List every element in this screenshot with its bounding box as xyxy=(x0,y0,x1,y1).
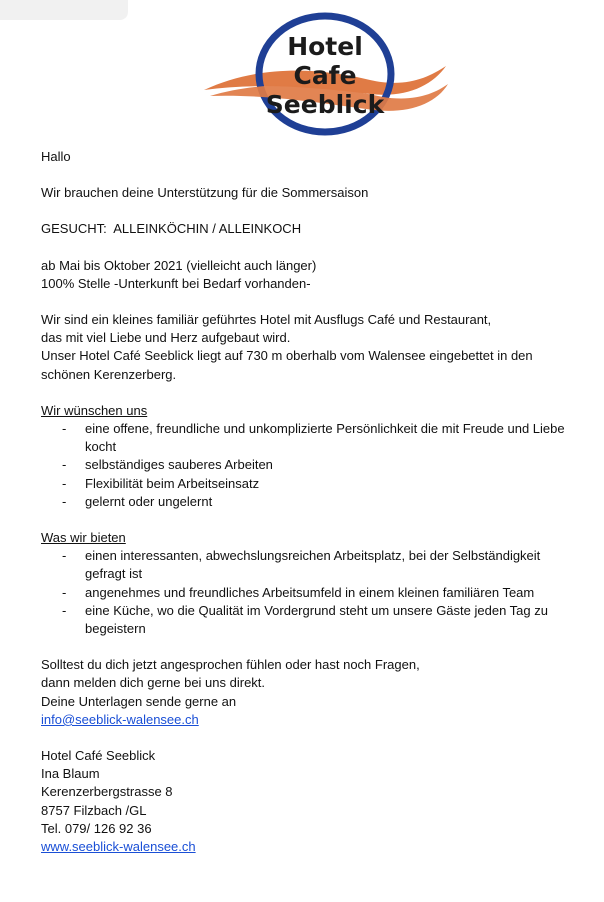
about-line: schönen Kerenzerberg. xyxy=(41,366,177,382)
contact-street: Kerenzerbergstrasse 8 xyxy=(41,784,173,800)
logo-line-3: Seeblick xyxy=(265,90,385,119)
closing-line: Solltest du dich jetzt angesprochen fühlen oder hast noch Fragen, xyxy=(41,657,420,673)
email-link[interactable]: info@seeblick-walensee.ch xyxy=(41,711,199,727)
contact-phone: Tel. 079/ 126 92 36 xyxy=(41,820,152,836)
list-item: - eine Küche, wo die Qualität im Vordergrund steht um unsere Gäste jeden Tag zu begeistern xyxy=(41,602,581,638)
job-posting xyxy=(41,148,581,856)
wishes-list xyxy=(41,420,581,511)
list-item: - eine offene, freundliche und unkomplizierte Persönlichkeit die mit Freude und Liebe kocht xyxy=(41,420,581,456)
about-line: Wir sind ein kleines familiär geführtes Hotel mit Ausflugs Café und Restaurant, xyxy=(41,312,492,328)
position-text: 100% Stelle -Unterkunft bei Bedarf vorhanden- xyxy=(41,275,311,291)
closing-line: Deine Unterlagen sende gerne an xyxy=(41,693,237,709)
period-text: ab Mai bis Oktober 2021 (vielleicht auch länger) xyxy=(41,257,317,273)
about-line: Unser Hotel Café Seeblick liegt auf 730 m oberhalb vom Walensee eingebettet in den xyxy=(41,348,533,364)
wanted-title: GESUCHT: ALLEINKÖCHIN / ALLEINKOCH xyxy=(41,221,302,237)
intro-text: Wir brauchen deine Unterstützung für die Sommersaison xyxy=(41,185,369,201)
list-item: - angenehmes und freundliches Arbeitsumfeld in einem kleinen familiären Team xyxy=(41,584,581,602)
about-line: das mit viel Liebe und Herz aufgebaut wird. xyxy=(41,330,291,346)
list-item: - selbständiges sauberes Arbeiten xyxy=(41,456,581,474)
offers-heading: Was wir bieten xyxy=(41,530,126,546)
list-item: - einen interessanten, abwechslungsreichen Arbeitsplatz, bei der Selbständigkeit gefragt ist xyxy=(41,547,581,583)
website-link[interactable]: www.seeblick-walensee.ch xyxy=(41,839,196,855)
wishes-heading: Wir wünschen uns xyxy=(41,402,148,418)
closing-line: dann melden dich gerne bei uns direkt. xyxy=(41,675,266,691)
logo-line-2: Cafe xyxy=(293,61,357,90)
list-item: - Flexibilität beim Arbeitseinsatz xyxy=(41,475,581,493)
contact-city: 8757 Filzbach /GL xyxy=(41,802,147,818)
offers-list xyxy=(41,547,581,638)
contact-person: Ina Blaum xyxy=(41,766,100,782)
greeting: Hallo xyxy=(41,149,71,164)
hotel-logo xyxy=(200,12,450,142)
list-item: - gelernt oder ungelernt xyxy=(41,493,581,511)
logo-line-1: Hotel xyxy=(287,32,363,61)
corner-shade xyxy=(0,0,128,20)
logo-graphic xyxy=(200,12,450,142)
contact-name: Hotel Café Seeblick xyxy=(41,748,156,764)
